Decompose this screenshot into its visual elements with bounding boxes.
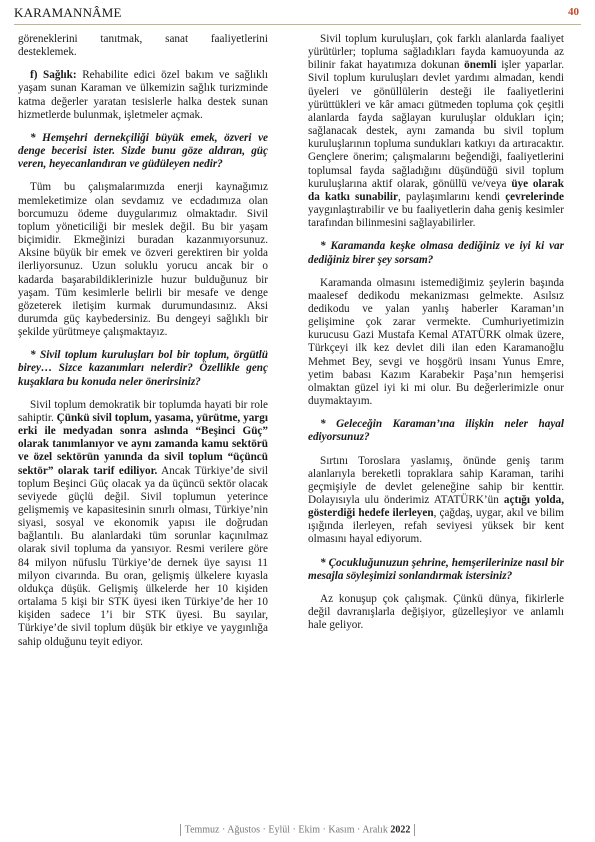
answer-4 (308, 455, 564, 547)
question-2: * Sivil toplum kuruluşları bol bir toplum, örgütlü birey… Sizce kazanımları nelerdir? Özellikle genç kuşaklara bu konuda neler önerirsiniz? (18, 349, 268, 388)
text-run: Sivil toplum kuruluşları, çok farklı alanlarda faaliyet yürütürler; topluma sağladıkları fayda kamuoyunda az bilinir fakat hayatımıza dokunan (308, 33, 564, 72)
question-1: * Hemşehri dernekçiliği büyük emek, özveri ve denge becerisi ister. Sizde bunu göze aldıran, güç veren, heyecanlandıran ve güdüleyen nedir? (18, 131, 268, 171)
text-run: Sırtını Toroslara yaslamış, önünde geniş tarım alanlarıyla bereketli topraklara sahip Karaman, tarihi geçmişiyle de devlet geleneğine sahip bir kenttir. Dolayısıyla ulu önderimiz ATATÜRK’ün (308, 454, 564, 506)
text-run: yaygınlaştırabilir ve bu faaliyetlerin daha geniş kesimler tarafından bilinmesini sağlayabilirler. (308, 204, 564, 230)
text-run: , paylaşımlarını kendi (397, 190, 506, 203)
footer-year: 2022 (390, 824, 411, 836)
answer-3: Karamanda olmasını istemediğimiz şeylerin başında maalesef dedikodu mekanizması gelmekte. Asılsız dedikodu ve yalan yanlış haberler Karaman’ın gelişimine çok zarar vermekte. Cumhuriyetimizin kurucusu Gazi Mustafa Kemal ATATÜRK olmak üzere, Türkçeyi ilk kez devlet dili ilan eden Karamanoğlu Mehmet Bey, sevgi ve hoşgörü insanı Yunus Emre, yetim babası Kazım Karabekir Paşa’nın hemşerisi olmaktan güzel iyi ki mi olur. Bu değerlerimizle onur duymaktayım. (308, 276, 564, 408)
text-run: işler yaparlar. Sivil toplum kuruluşları devlet yardımı almadan, kendi üyeleri ve gönüllülerin desteği ile faaliyetlerini yürüttükleri ve kâr amacı gütmeden topluma çok çeşitli alanlarda fayda sağlayan kuruluşlar oldukları için; sağlanacak destek, aynı zamanda bu sivil toplum kuruluşlarının topluma sundukları katkıyı da artıracaktır. Gençlere önerim; çalışmalarını beğendiği, faaliyetlerini toplumsal fayda sağladığını düşündüğü sivil toplum kuruluşlarına aktif olarak, gönüllü ve/veya (308, 59, 564, 190)
health-label: f) Sağlık: (30, 69, 77, 82)
paragraph: göreneklerini tanıtmak, sanat faaliyetlerini desteklemek. (18, 33, 268, 59)
answer-2-intro: Sivil toplum demokratik bir toplumda hayati bir role sahiptir. (18, 398, 268, 424)
text-bold: önemli (464, 59, 497, 72)
question-4: * Geleceğin Karaman’ına ilişkin neler hayal ediyorsunuz? (308, 418, 564, 444)
question-3: * Karamanda keşke olmasa dediğiniz ve iyi ki var dediğiniz birer şey sorsam? (308, 240, 564, 266)
left-column (18, 33, 268, 659)
divider (414, 824, 415, 836)
divider (180, 824, 181, 836)
health-text: Rehabilite edici özel bakım ve sağlıklı yaşam sunan Karaman ve ülkemizin sağlık turizminde katma değerler yaratan tesislerle halka destek sunan hizmetlerde bulunmak, işletmeler açmak. (18, 69, 268, 121)
page-footer (0, 824, 595, 836)
text-bold: çevrelerinde (505, 190, 564, 203)
answer-2-rest: Ancak Türkiye’de sivil toplum Beşinci Güç olacak ya da üçüncü sektör olacak seviyede güçlü değil. Sivil toplumun yeterince gelişmemiş ve kapasitesinin sınırlı olması, Türkiye’nin siyasi, sosyal ve ekonomik yapısı ile doğrudan bağlantılı. Bu alanlardaki tüm sorunlar kaçınılmaz olarak sivil topluma da yansıyor. Resmi verilere göre 84 milyon nüfuslu Türkiye’de dernek üye sayısı 11 milyon civarında. Bu oran, gelişmiş ülkelere kıyasla oldukça düşük. Gelişmiş ülkelerde her 10 kişiden ortalama 5 kişi bir STK üyesi iken Türkiye’de her 10 kişiden sadece 1’i bir STK üyesi. Bu sayılar, Türkiye’de sivil toplum düşük bir etkiye ve yaygınlığa sahip olduğunu teyit ediyor. (18, 464, 268, 648)
right-column (308, 33, 564, 642)
footer-months: Temmuz · Ağustos · Eylül · Ekim · Kasım · Aralık (184, 824, 388, 836)
text-run: , çağdaş, uygar, akıl ve bilim ışığında ilerleyen, refah seviyesi yüksek bir kent olmasını hayal ediyorum. (308, 507, 564, 546)
answer-2-continued (308, 33, 564, 230)
answer-5: Az konuşup çok çalışmak. Çünkü dünya, fikirlerle değil davranışlarla değişiyor, güzelleşiyor ve anlamlı hale geliyor. (308, 592, 564, 632)
question-5-start: * Çocukluğunuzun şehrine, (320, 556, 452, 569)
text-bold: açtığı yolda, gösterdiği hedefe ilerleyen (308, 494, 564, 520)
page-number: 40 (568, 6, 579, 18)
paragraph-health (18, 69, 268, 122)
page-header (14, 4, 581, 25)
answer-2-bold: Çünkü sivil toplum, yasama, yürütme, yargı erki ile medyadan sonra aslında “Beşinci Güç” olarak tanımlanıyor ve aynı zamanda kamu sektörü ve özel sektörün yanında da sivil toplum “üçüncü sektör” olarak tarif ediliyor. (18, 411, 268, 477)
answer-1: Tüm bu çalışmalarımızda enerji kaynağımız memleketimize olan sevdamız ve ecdadımıza olan borcumuzu ödeme duygularımız olmaktadır. Sivil toplum yöneticiliği bir meslek değil. Bu bir yaşam biçimidir. Ekmeğinizi buradan kazanmıyorsunuz. Aksine büyük bir emek ve özveri gerektiren bir yolda ilerliyorsunuz. Uzun soluklu yorucu ancak bir o kadarda başarabildiklerinizle huzur bulduğunuz bir yaşam. Tüm kesimlerle belirli bir mesafe ve denge gözeterek iletişim kurmak durumundasınız. Aksi durumda güç kaybedersiniz. Bu dengeyi sağlıklı bir şekilde yürütmeye çalışmaktayız. (18, 181, 268, 339)
answer-2 (18, 399, 268, 649)
question-5 (308, 557, 564, 583)
question-5-end: hemşerilerinize nasıl bir mesajla söyleşimizi sonlandırmak istersiniz? (308, 556, 564, 582)
text-bold: üye olarak da katkı sunabilir (308, 177, 564, 203)
magazine-title: KARAMANNÂME (14, 5, 122, 20)
